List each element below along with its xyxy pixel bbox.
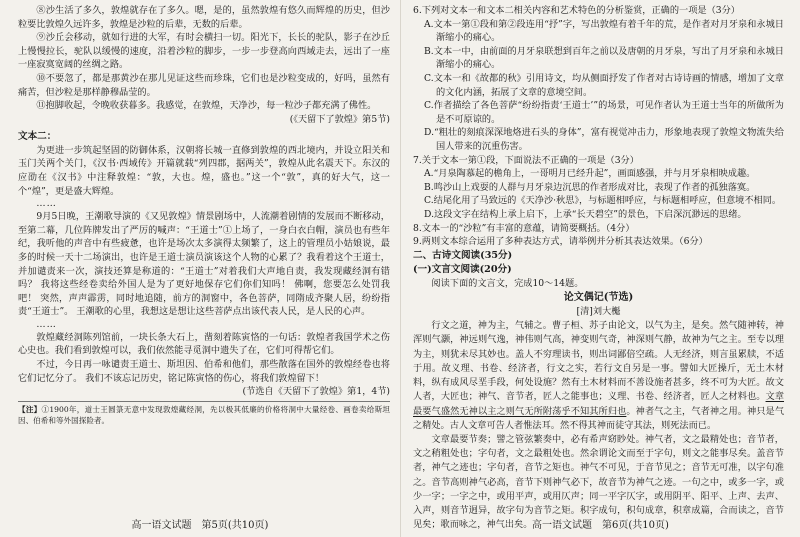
text2-paragraph-a: 为更进一步筑起坚固的防御体系，汉朝将长城一直修到敦煌的西北境内，并设立阳关和玉门关两个关门，《汉书·西域传》开篇就载“列四郡，据两关”，敦煌从此名震天下。东汉的应劭在《汉书》中注释敦煌：“敦，大也。煌，盛也。”这一个“敦”，真的好大气，这一个“煌”，更是盛大辉煌。 [18,144,390,197]
footnote [18,401,390,426]
page-5-footer: 高一语文试题 第5页(共10页) [131,520,269,531]
question-7-option-c: C.结尾化用了马致远的《天净沙·秋思》，与标题相呼应，与标题相呼应，但意境不相同。 [424,195,782,207]
ellipsis-1: …… [36,198,57,210]
question-8: 8.文本一的“沙粒”有丰富的意蕴，请简要概括。（4分） [413,222,635,234]
reading-instruction: 阅读下面的文言文，完成10～14题。 [431,277,584,289]
text2-heading: 文本二： [18,130,57,142]
question-6: 6.下列对文本一和文本二相关内容和艺术特色的分析鉴赏，正确的一项是（3分） [413,5,740,16]
text2-paragraph-b: 9月5日晚，王潮歌导演的《又见敦煌》情景剧场中，人流潮着剧情的发展而不断移动，至第二幕，几位阵牌发出了严厉的喊声：“王道士”①上场了，一身白衣白帽，演员也有些年纪，我听他的声音中有些疲惫，也许是场次太多演得太频繁了，这上的管理员小姑娘说，最多的时候一天十二场演出，也许是王道士演员演该这个人物的心累了？我看着这个王道士，并加谴责来一次，演技还算是称道的：“王道士”对着我们大声地自责，我发现藏经洞有错吗？ 我将这些经卷卖给外国人是为了更好地保存它们你们知吗！ 佛啊，您要怎么处罚我吧！ 突然，声声霹雳，同时地追随，前方的洞窗中，各色菩萨，同隋成齐聚人居，纷纷指责“王道士”。 王潮歌的心里，我想这是想让这些菩萨点出该代表人民，是人民的心声。 [18,211,390,318]
text2-source: (节选自《天留下了敦煌》第1，4节) [242,386,390,398]
paragraph-11: ⑪抱脚收起，令晚收获暮多。我感觉，在敦煌，天净沙，每一粒沙子都充满了佛性。 [36,100,377,112]
classical-paragraph-1 [413,319,784,433]
text2-paragraph-d: 不过，今日再一咏谴责王道士、斯坦因、伯希和他们，那些散落在国外的敦煌经卷也将它们记忆分了。 我们不该忘记历史，铭记陈寅恪的伤心，将我们敦煌留下！ [18,359,390,384]
classical-paragraph-1-start: 行文之道，神为主，气辅之。曹子桓、苏子由论文，以气为主，是矣。然气随神转，神浑则气灏，神远则气逸，神伟则气高，神变则气奇，神深则气静，故神为气之主。至专以理为主，则犹未尽其妙也。盖人不穷理读书，则出词鄙倍空疏。人无经济，则言虽累牍，不适于用。故义理、书卷、经济者，行文之实，若行文自另是一事。譬如大匠操斤，无土木材料，纵有成风尽垩手段，何处设施？然有土木材料而不善设施者甚多，终不可为大匠。故文人者，大匠也；神气、音节者，匠人之能事也；义理、书卷、经济者，匠人之材料也。 [413,320,784,403]
question-6-option-e: D.“粗壮的刻痕深深地烙进石头的身体”，富有视觉冲击力，形象地表现了敦煌文物流失给国人带来的沉重伤害。 [424,127,784,152]
paragraph-9: ⑨沙丘会移动，就如行进的大军，有时会横扫一切。阳光下，长长的驼队，影子在沙丘上慢慢拉长，驼队以缓慢的速度，沿着沙粒的脚步，一步一步登高向西域走去，远出了一座一座寂寞宽阔的丝绸之路。 [18,32,390,71]
underlined-sentence: 文章最要气盛然无神以主之则气无所附荡乎不知其所归也 [413,391,785,417]
footnote-text: ①1900年，道士王圆箓无意中发现敦煌藏经洞，先以极其低廉的价格将洞中大量经卷、画卷卖给斯坦因、伯希和等外国探险者。 [18,405,390,426]
question-7-option-b: B.鸣沙山上戏耍的人群与月牙泉边沉思的作者形成对比，表现了作者的孤独落寞。 [424,181,756,193]
footnote-label: 【注】 [18,405,42,415]
classical-author: [清]刘大櫆 [576,306,621,318]
section-2-heading: 二、古诗文阅读(35分) [413,249,513,261]
text2-paragraph-c: 敦煌藏经洞陈列馆前，一块长条大石上，凿刻着陈寅恪的一句话：敦煌者我国学术之伤心史也。我们看到敦煌可以，我们依然能寻觅洞中遗失了在，它们可得帮它们。 [18,331,390,357]
question-7-option-d: D.这段文字在结构上承上启下，上承“长天碧空”的景色，下启深沉渺远的思绪。 [424,208,747,220]
ellipsis-2: …… [36,318,57,330]
paragraph-10: ⑩不要忽了，都是那黄沙在那儿见证这些而珍珠，它们也是沙粒变成的，好吗，虽然有痛苦，但沙粒是那样静穆晶莹的。 [18,72,390,98]
classical-paragraph-1-end: 。神者气之主，气者神之用。神只是气之精处。古人文章可告人者惟法耳。然不得其神而徒守其法，则死法而已。 [413,405,785,431]
page-6 [400,0,800,537]
page-6-footer: 高一语文试题 第6页(共10页) [532,520,669,531]
question-6-option-d: C.作者描绘了各色菩萨“纷纷指责‘王道士’”的场景，可见作者认为王道士当年的所做所为是不可原谅的。 [424,100,784,125]
paragraph-8: ⑧沙生活了多久，敦煌就存在了多久。嗯，是的，虽然敦煌有悠久而辉煌的历史，但沙粒要比敦煌久远许多，敦煌是沙粒的后辈，无数的后辈。 [18,5,390,30]
question-7: 7.关于文本一第①段，下面说法不正确的一项是（3分） [413,154,639,166]
section-2a-heading: (一)文言文阅读(20分) [413,263,512,275]
classical-title: 论文偶记(节选) [563,292,634,304]
question-7-option-a: A.“月泉陶慕起的檐角上，一哥明月已经升起”，画面感强，并与月牙泉相映成趣。 [424,168,756,180]
question-6-option-c: C.文本一和《故都的秋》引用诗文，均从侧面抒发了作者对古诗诗画的情感，增加了文章的文化内涵，拓展了文章的意境空间。 [424,72,784,98]
question-9: 9.两则文本综合运用了多种表达方式，请举例并分析其表达效果。（6分） [413,236,708,248]
question-6-option-b: B.文本一中，由前面的月牙泉联想到百年之前以及唐朝的月牙泉，写出了月牙泉和永城日渐缩小的痛心。 [424,45,784,71]
classical-paragraph-2: 文章最要节奏；譬之管弦繁奏中，必有希声窈眇处。神气者，文之最精处也；音节者，文之稍粗处也；字句者，文之最粗处也。然余谓论文而至于字句，则文之能事尽矣。盖音节者，神气之迹也；字句者，音节之矩也。神气不可见，于音节见之；音节无可准，以字句准之。音节高则神气必高，音节下则神气必下，故音节为神气之迹。一句之中，或多一字，或少一字；一字之中，或用平声，或用仄声；同一平字仄字，或用阴平、阳平、上声、去声、入声，则音节迥异，故字句为音节之矩。积字成句，积句成章，积章成篇，合而读之，音节见矣；歌而咏之，神气出矣。 [413,433,784,531]
question-6-option-a: A.文本一第①段和第②段连用“抒”字，写出敦煌有着千年的荒，是作者对月牙泉和永城日渐缩小的痛心。 [424,18,784,44]
text1-source: (《天留下了敦煌》第5节) [289,113,390,125]
